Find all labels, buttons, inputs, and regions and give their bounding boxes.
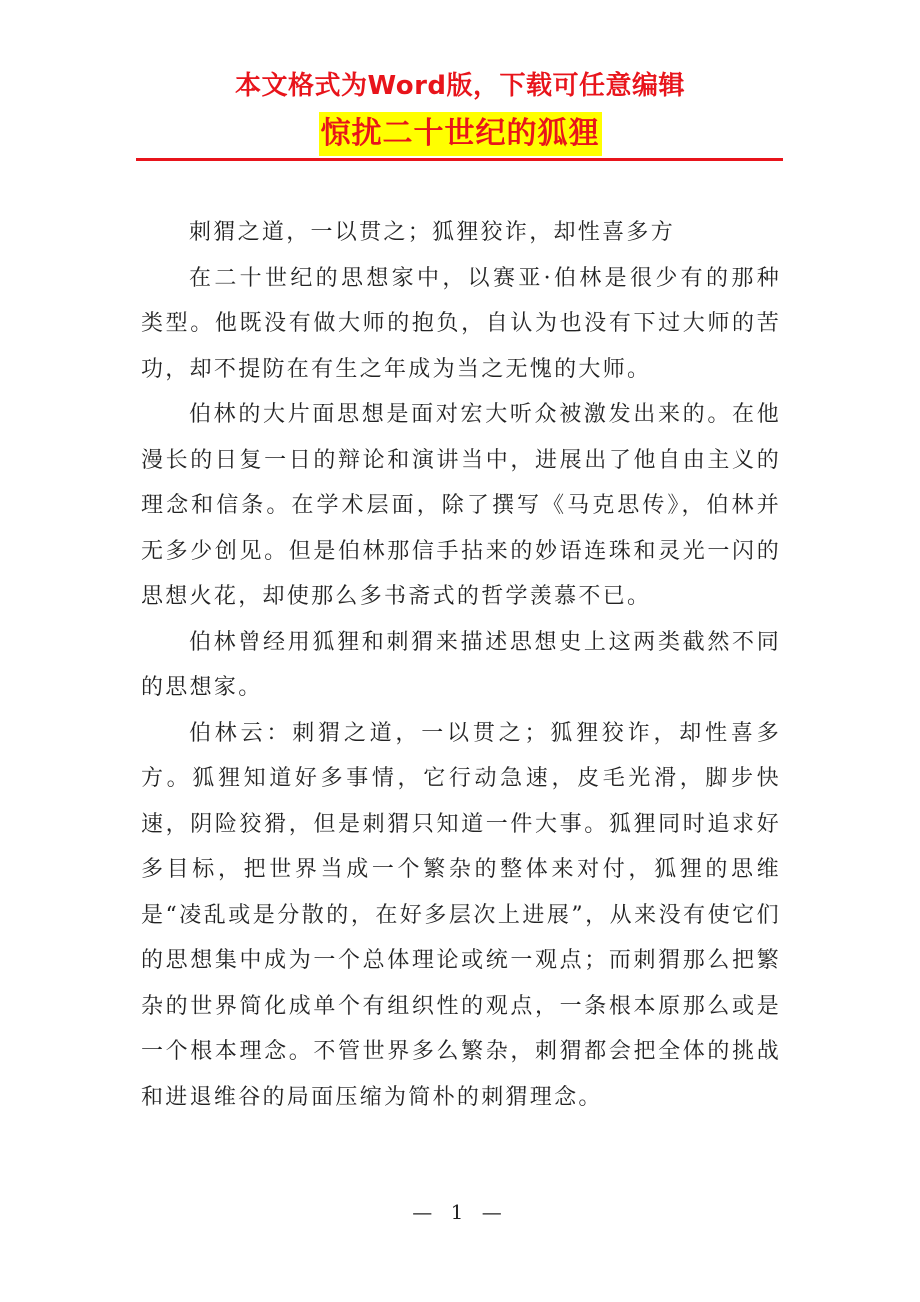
format-banner: 本文格式为Word版，下载可任意编辑	[234, 71, 686, 101]
title-container	[0, 112, 920, 156]
paragraph: 在二十世纪的思想家中，以赛亚·伯林是很少有的那种类型。他既没有做大师的抱负，自认为也没有下过大师的苦功，却不提防在有生之年成为当之无愧的大师。	[141, 265, 781, 382]
paragraph: 伯林的大片面思想是面对宏大听众被激发出来的。在他漫长的日复一日的辩论和演讲当中，进展出了他自由主义的理念和信条。在学术层面，除了撰写《马克思传》，伯林并无多少创见。但是伯林那信手拈来的妙语连珠和灵光一闪的思想火花，却使那么多书斋式的哲学羡慕不已。	[141, 402, 781, 609]
document-title: 惊扰二十世纪的狐狸	[319, 112, 602, 156]
paragraph: 伯林曾经用狐狸和刺猬来描述思想史上这两类截然不同的思想家。	[141, 629, 781, 700]
paragraph: 刺猬之道，一以贯之；狐狸狡诈，却性喜多方	[189, 220, 676, 245]
page-number: — 1 —	[412, 1200, 508, 1224]
document-body	[141, 210, 781, 1120]
paragraph: 伯林云：刺猬之道，一以贯之；狐狸狡诈，却性喜多方。狐狸知道好多事情，它行动急速，皮毛光滑，脚步快速，阴险狡猾，但是刺猬只知道一件大事。狐狸同时追求好多目标，把世界当成一个繁杂的整体来对付，狐狸的思维是“凌乱或是分散的，在好多层次上进展”，从来没有使它们的思想集中成为一个总体理论或统一观点；而刺猬那么把繁杂的世界简化成单个有组织性的观点，一条根本原那么或是一个根本理念。不管世界多么繁杂，刺猬都会把全体的挑战和进退维谷的局面压缩为简朴的刺猬理念。	[141, 720, 781, 1110]
title-divider	[136, 158, 783, 161]
